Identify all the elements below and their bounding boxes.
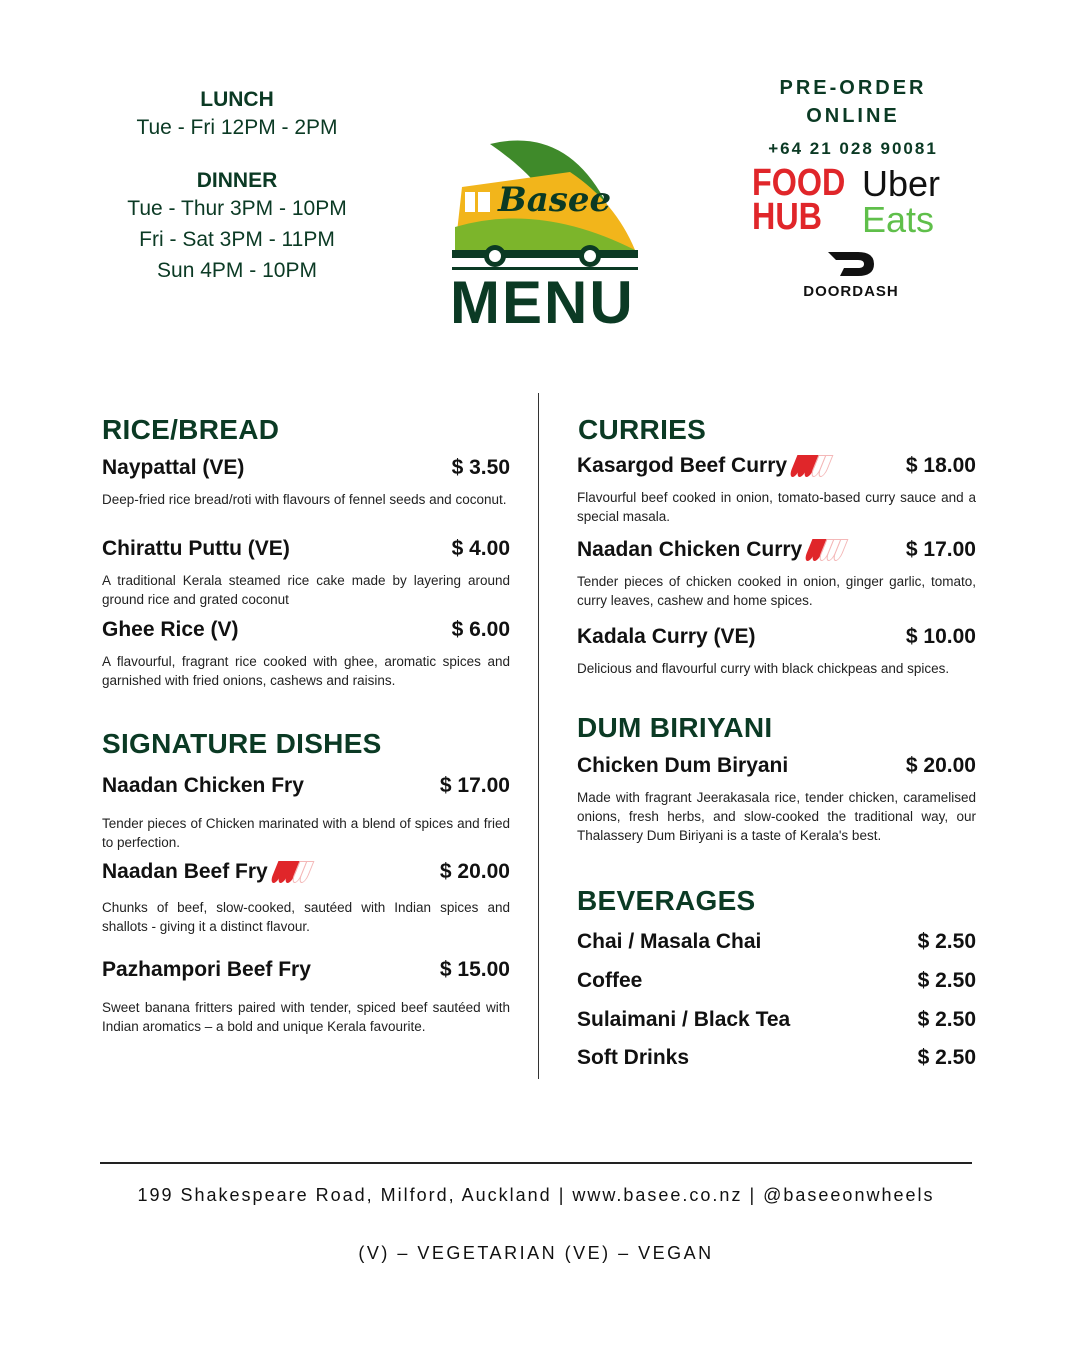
item-description: Made with fragrant Jeerakasala rice, tender chicken, caramelised onions, fresh herbs, and slow-cooked the traditional way, our Thalassery Dum Biriyani is a taste of Kerala's best. <box>577 790 976 843</box>
dinner-hours: Fri - Sat 3PM - 11PM <box>139 228 335 251</box>
column-divider <box>538 393 539 1079</box>
item-price: $ 2.50 <box>917 1008 976 1031</box>
item-name: Ghee Rice (V) <box>102 618 239 641</box>
lunch-title: LUNCH <box>200 88 274 111</box>
dinner-title: DINNER <box>196 169 278 192</box>
item-name: Naadan Chicken Fry <box>102 774 304 797</box>
item-price: $ 6.00 <box>451 618 510 641</box>
preorder-title <box>740 74 966 130</box>
footer-divider <box>100 1162 972 1164</box>
phone-number[interactable]: +64 21 028 90081 <box>768 139 938 158</box>
menu-item <box>577 538 976 610</box>
lunch-hours: Tue - Fri 12PM - 2PM <box>136 116 338 139</box>
item-name: Kasargod Beef Curry <box>577 454 788 477</box>
preorder-line1: PRE-ORDER <box>779 77 927 99</box>
section-title-curries: CURRIES <box>578 414 707 445</box>
item-name: Kadala Curry (VE) <box>577 625 756 648</box>
item-price: $ 17.00 <box>439 774 510 797</box>
item-price: $ 20.00 <box>439 860 510 883</box>
item-name: Pazhampori Beef Fry <box>102 958 311 981</box>
uber-text: Uber <box>862 163 941 204</box>
menu-item <box>577 969 976 993</box>
item-price: $ 2.50 <box>917 969 976 992</box>
item-name: Naadan Beef Fry <box>102 860 268 883</box>
brand-name: Basee <box>498 180 612 220</box>
item-description: Tender pieces of chicken cooked in onion, ginger garlic, tomato, curry leaves, cashew and home spices. <box>577 574 976 608</box>
footer-address: 199 Shakespeare Road, Milford, Auckland | www.basee.co.nz | @baseeonwheels <box>137 1185 935 1205</box>
menu-item <box>102 456 510 509</box>
preorder-line2: ONLINE <box>806 105 900 127</box>
ubereats-logo[interactable] <box>862 163 941 240</box>
section-title-signature: SIGNATURE DISHES <box>102 728 382 759</box>
item-price: $ 20.00 <box>905 754 976 777</box>
section-title-beverages: BEVERAGES <box>577 885 756 916</box>
item-description: A traditional Kerala steamed rice cake made by layering around ground rice and grated coconut <box>102 573 510 607</box>
section-title-biriyani: DUM BIRIYANI <box>577 712 773 743</box>
item-name: Soft Drinks <box>577 1046 690 1069</box>
menu-item <box>102 537 510 609</box>
item-description: Tender pieces of Chicken marinated with a blend of spices and fried to perfection. <box>102 816 510 850</box>
menu-item <box>577 454 976 526</box>
item-price: $ 3.50 <box>451 456 510 479</box>
doordash-text: DOORDASH <box>803 283 899 300</box>
chili-spice-icon <box>793 455 828 477</box>
item-price: $ 15.00 <box>439 958 510 981</box>
item-description: A flavourful, fragrant rice cooked with ghee, aromatic spices and garnished with fried onions, cashews and raisins. <box>102 654 510 688</box>
item-name: Chicken Dum Biryani <box>577 754 789 777</box>
item-description: Sweet banana fritters paired with tender, spiced beef sautéed with Indian aromatics – a bold and unique Kerala favourite. <box>102 1000 510 1034</box>
item-name: Naadan Chicken Curry <box>577 538 803 561</box>
item-price: $ 17.00 <box>905 538 976 561</box>
item-description: Delicious and flavourful curry with black chickpeas and spices. <box>577 661 950 676</box>
menu-item <box>102 860 510 936</box>
menu-title: MENU <box>450 269 635 336</box>
doordash-icon <box>826 250 876 278</box>
item-price: $ 2.50 <box>917 930 976 953</box>
item-description: Deep-fried rice bread/roti with flavours of fennel seeds and coconut. <box>102 492 507 507</box>
item-price: $ 10.00 <box>905 625 976 648</box>
diet-legend: (V) – VEGETARIAN (VE) – VEGAN <box>358 1243 714 1263</box>
menu-item <box>577 1008 976 1032</box>
item-name: Chai / Masala Chai <box>577 930 762 953</box>
menu-item <box>577 754 976 845</box>
item-description: Chunks of beef, slow-cooked, sautéed with Indian spices and shallots - giving it a distinct flavour. <box>102 900 510 934</box>
item-name: Chirattu Puttu (VE) <box>102 537 290 560</box>
dinner-hours: Tue - Thur 3PM - 10PM <box>127 197 347 220</box>
foodhub-logo[interactable] <box>752 162 846 238</box>
chili-spice-icon <box>808 539 843 561</box>
menu-item <box>102 774 510 852</box>
dinner-hours: Sun 4PM - 10PM <box>157 259 317 282</box>
menu-item <box>102 618 510 690</box>
foodhub-text: FOOD <box>752 162 846 204</box>
item-name: Sulaimani / Black Tea <box>577 1008 791 1031</box>
menu-item <box>577 1046 976 1070</box>
doordash-logo[interactable] <box>795 250 907 300</box>
opening-hours <box>60 88 414 286</box>
menu-item <box>577 625 976 678</box>
foodhub-text: HUB <box>752 196 822 238</box>
section-title-rice-bread: RICE/BREAD <box>102 414 280 445</box>
item-description: Flavourful beef cooked in onion, tomato-based curry sauce and a special masala. <box>577 490 976 524</box>
eats-text: Eats <box>862 199 935 240</box>
item-price: $ 4.00 <box>451 537 510 560</box>
menu-item <box>102 958 510 1036</box>
item-name: Coffee <box>577 969 643 992</box>
chili-spice-icon <box>274 861 309 883</box>
item-name: Naypattal (VE) <box>102 456 245 479</box>
basee-logo <box>450 132 640 272</box>
menu-item <box>577 930 976 954</box>
item-price: $ 18.00 <box>905 454 976 477</box>
item-price: $ 2.50 <box>917 1046 976 1069</box>
